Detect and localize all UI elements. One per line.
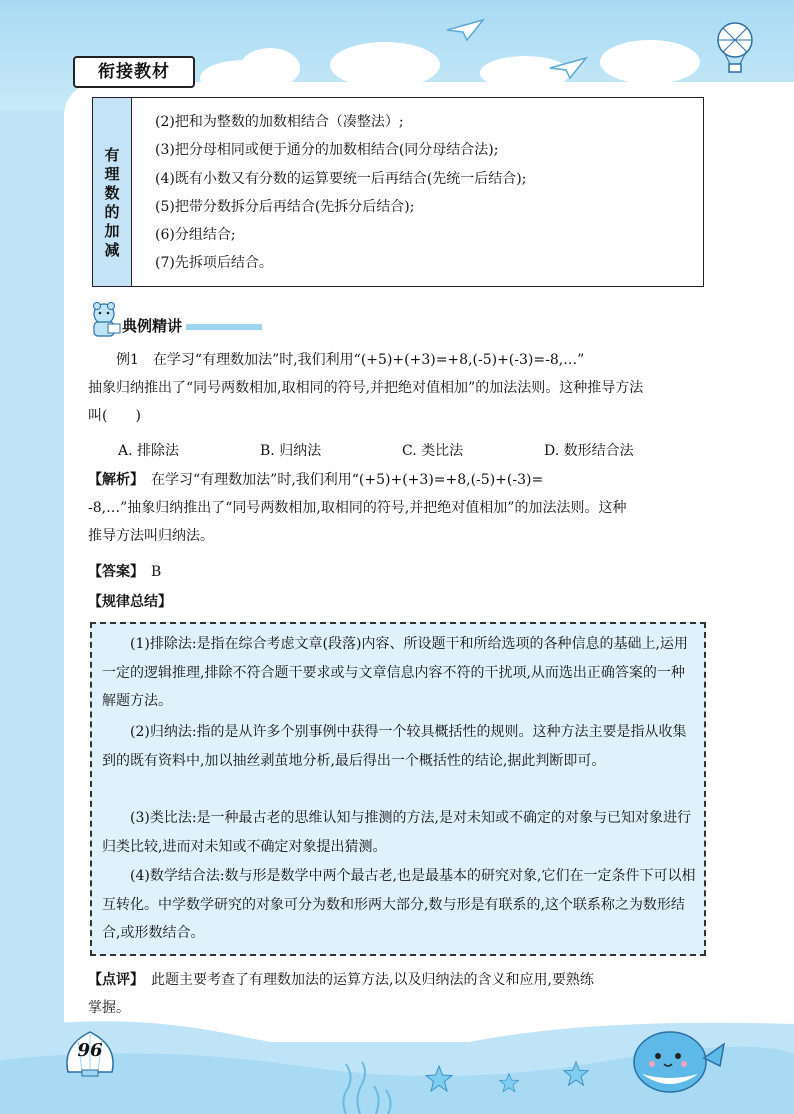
analysis-label: 【解析】 (88, 472, 137, 488)
answer-label: 【答案】 (88, 564, 137, 580)
summary-paragraph: (2)归纳法:指的是从许多个别事例中获得一个较具概括性的规则。这种方法主要是指从收集到的既有资料中,加以抽丝剥茧地分析,最后得出一个概括性的结论,据此判断即可。 (102, 724, 687, 769)
list-item: (7)先拆项后结合。 (155, 255, 273, 272)
analysis-text-line: 推导方法叫归纳法。 (88, 528, 214, 544)
analysis (88, 466, 694, 494)
hot-air-balloon-icon (712, 20, 758, 76)
example-text-line: 抽象归纳推出了“同号两数相加,取相同的符号,并把绝对值相加”的加法法则。这种推导方法 (88, 380, 644, 396)
seaweed-icon (336, 1060, 396, 1114)
example-text: 在学习“有理数加法”时,我们利用“(+5)+(+3)=+8,(-5)+(-3)=-8,…” (152, 352, 585, 368)
page-number (60, 1026, 120, 1080)
summary-paragraph: (4)数学结合法:数与形是数学中两个最古老,也是最基本的研究对象,它们在一定条件下可以相互转化。中学数学研究的对象可分为数和形两大部分,数与形是有联系的,这个联系称之为数形结合,或形数结合。 (102, 868, 696, 941)
list-item: (3)把分母相同或便于通分的加数相结合(同分母结合法); (155, 142, 499, 159)
option-b: B. 归纳法 (260, 443, 322, 459)
starfish-icon (424, 1064, 454, 1094)
option-a: A. 排除法 (118, 443, 180, 459)
summary-box (90, 622, 706, 956)
analysis-text-line: -8,…”抽象归纳推出了“同号两数相加,取相同的符号,并把绝对值相加”的加法法则。这种 (88, 500, 627, 516)
option-d: D. 数形结合法 (544, 443, 634, 459)
example-label: 例1 (116, 352, 139, 368)
list-item: (4)既有小数又有分数的运算要统一后再结合(先统一后结合); (155, 170, 527, 187)
option-c: C. 类比法 (402, 443, 464, 459)
starfish-icon (562, 1060, 590, 1088)
analysis-text: 在学习“有理数加法”时,我们利用“(+5)+(+3)=+8,(-5)+(-3)= (151, 472, 544, 488)
section-title: 典例精讲 (122, 317, 183, 335)
section-underline (186, 324, 262, 330)
comment-label: 【点评】 (88, 972, 137, 988)
summary-paragraph: (3)类比法:是一种最古老的思维认知与推测的方法,是对未知或不确定的对象与已知对象进行归类比较,进而对未知或不确定对象提出猜测。 (102, 810, 691, 855)
comment (88, 966, 694, 994)
list-item: (2)把和为整数的加数相结合（凑整法）; (155, 114, 404, 130)
list-item: (5)把带分数拆分后再结合(先拆分后结合); (155, 198, 415, 215)
comment-text: 此题主要考查了有理数加法的运算方法,以及归纳法的含义和应用,要熟练 (151, 972, 594, 988)
concept-list (155, 108, 526, 278)
concept-box (92, 97, 704, 287)
page-number-text: 96 (77, 1040, 103, 1061)
paper-plane-icon (445, 18, 485, 42)
example-text-line: 叫( ) (88, 408, 141, 424)
starfish-icon (498, 1072, 520, 1094)
list-item: (6)分组结合; (155, 227, 236, 244)
answer-value: B (151, 564, 162, 580)
answer (88, 558, 694, 586)
summary-paragraph: (1)排除法:是指在综合考虑文章(段落)内容、所设题干和所给选项的各种信息的基础上,运用一定的逻辑推理,排除不符合题干要求或与文章信息内容不符的干扰项,从而选出正确答案的一种解题方法。 (102, 636, 688, 709)
summary-heading (88, 588, 694, 616)
example-question (88, 346, 694, 374)
summary-label: 【规律总结】 (88, 594, 172, 610)
cloud (600, 40, 700, 84)
paper-plane-icon (548, 56, 588, 80)
book-series-tag: 衔接教材 (73, 56, 195, 88)
comment-text-line: 掌握。 (88, 1000, 130, 1016)
whale-icon (628, 1018, 728, 1096)
concept-side-label (93, 98, 132, 286)
concept-side-text: 有 理 数 的 加 减 (104, 146, 120, 259)
